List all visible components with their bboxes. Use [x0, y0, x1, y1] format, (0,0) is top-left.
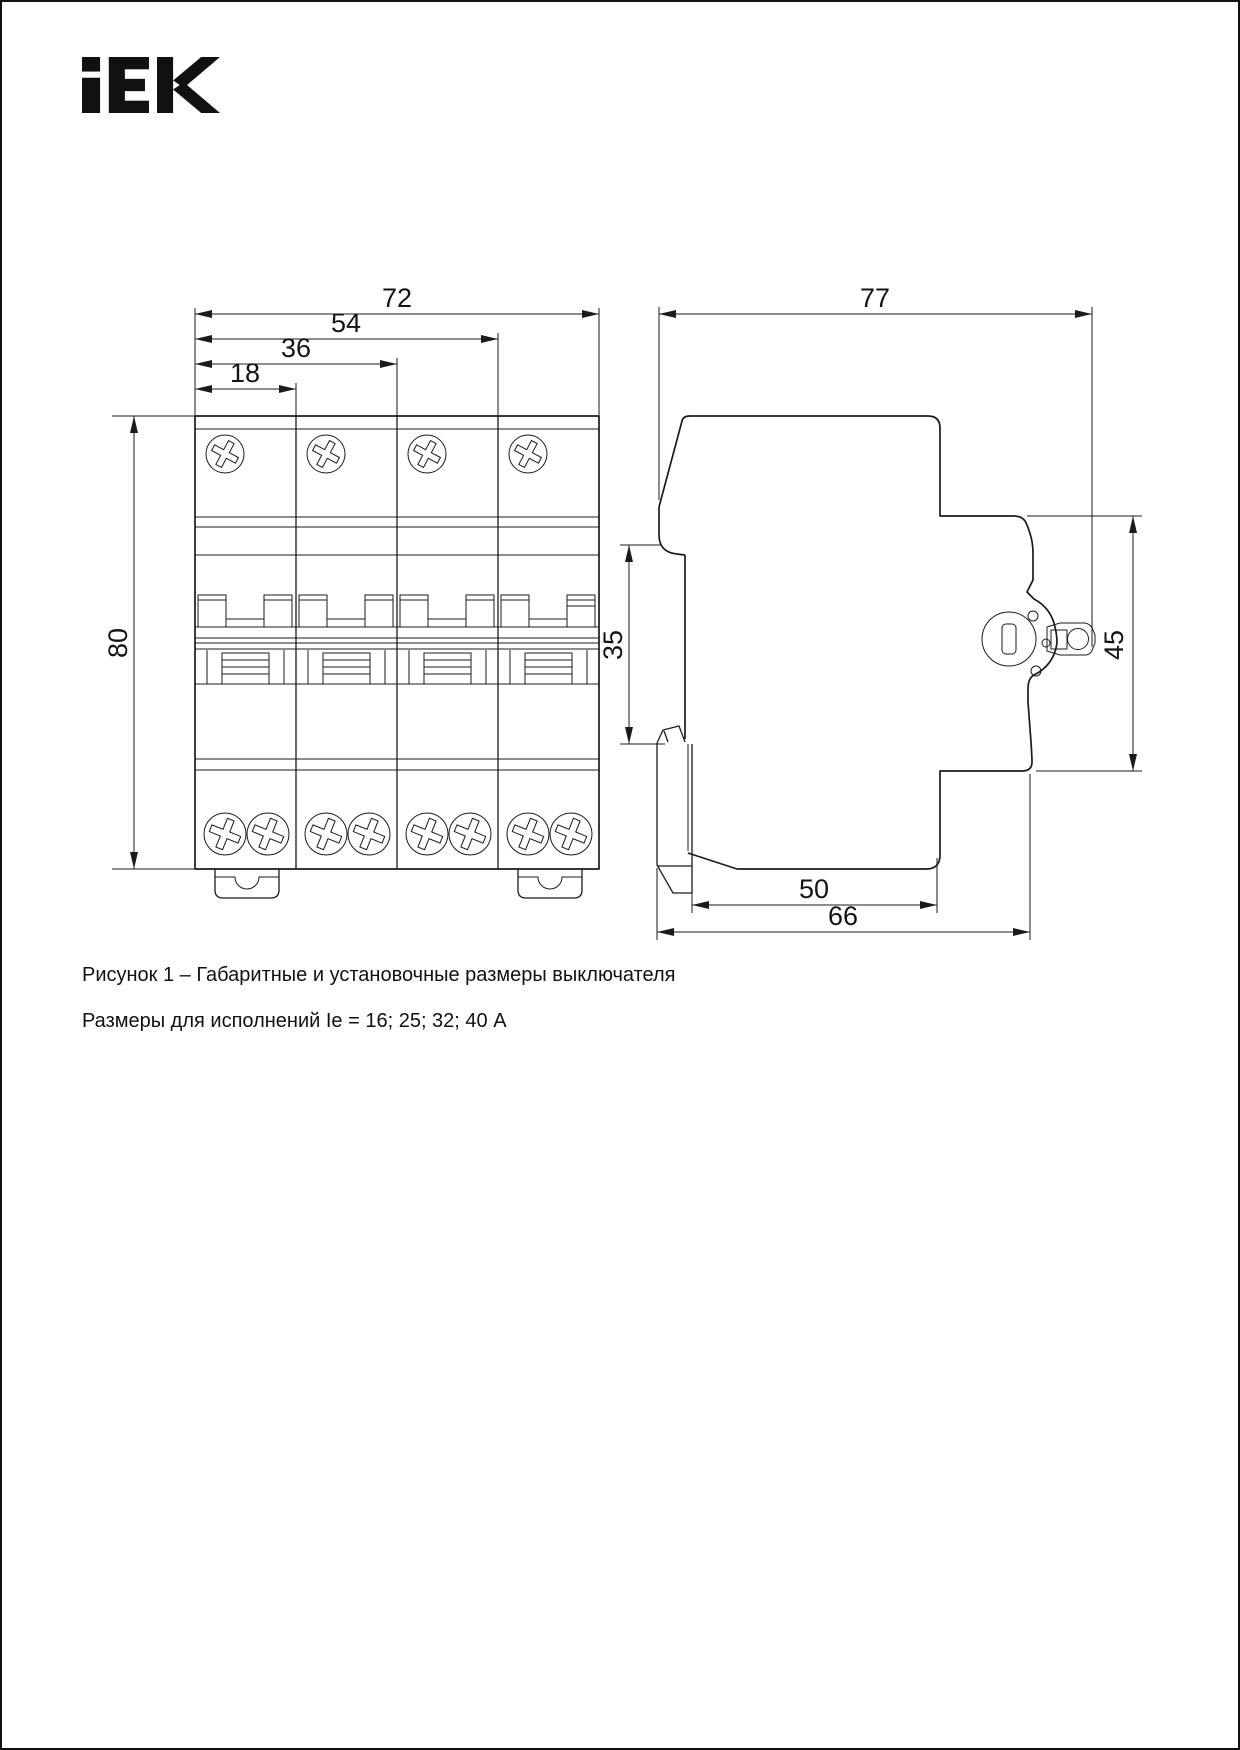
- front-view-dimensions: [103, 283, 599, 869]
- din-clip-icon: [518, 869, 582, 898]
- screw-icon: [206, 435, 244, 473]
- toggle-module-3: [400, 595, 494, 684]
- screw-icon: [204, 813, 246, 855]
- screw-icon: [408, 435, 446, 473]
- dim-label-72: 72: [381, 283, 413, 313]
- toggle-module-1: [198, 595, 292, 684]
- lock-lever-icon: [982, 611, 1095, 676]
- screw-icon: [305, 813, 347, 855]
- screw-icon: [247, 813, 289, 855]
- screw-icon: [550, 813, 592, 855]
- dim-label-50: 50: [798, 874, 830, 904]
- toggle-module-4: [501, 595, 595, 684]
- dim-label-35: 35: [598, 629, 628, 661]
- iek-logo: [82, 57, 220, 113]
- din-clip-icon: [215, 869, 279, 898]
- front-view: [195, 416, 599, 898]
- din-latch: [657, 726, 692, 893]
- dim-label-66: 66: [827, 901, 859, 931]
- caption-line-1: Рисунок 1 – Габаритные и установочные размеры выключателя: [82, 964, 676, 986]
- dim-label-36: 36: [280, 333, 312, 363]
- screw-icon: [507, 813, 549, 855]
- screw-icon: [509, 435, 547, 473]
- screw-icon: [406, 813, 448, 855]
- technical-drawing: [2, 2, 1240, 1750]
- dim-label-80: 80: [103, 627, 133, 659]
- screw-icon: [307, 435, 345, 473]
- caption-line-2: Размеры для исполнений Ie = 16; 25; 32; 40 А: [82, 1010, 507, 1032]
- dim-label-77: 77: [859, 283, 891, 313]
- side-view-dimensions: [598, 283, 1142, 940]
- side-view: [657, 416, 1095, 893]
- toggle-module-2: [299, 595, 393, 684]
- dim-label-18: 18: [229, 358, 261, 388]
- figure-caption: [82, 964, 676, 1056]
- screw-icon: [348, 813, 390, 855]
- screw-icon: [449, 813, 491, 855]
- dim-label-54: 54: [330, 308, 362, 338]
- dim-label-45: 45: [1099, 629, 1129, 661]
